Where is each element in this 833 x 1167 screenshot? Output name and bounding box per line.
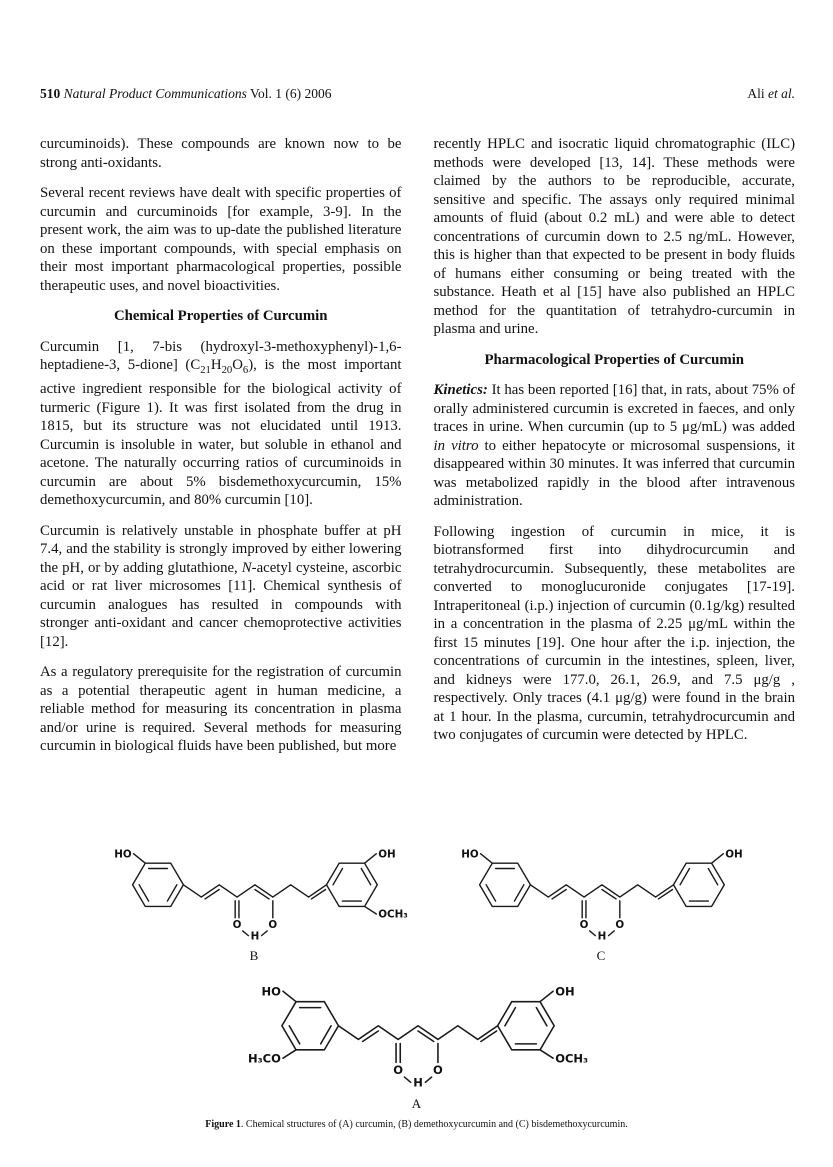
structure-c	[441, 830, 761, 963]
structure-label-c: C	[596, 948, 606, 963]
hydroxyl-label: HO	[260, 984, 281, 999]
left-column	[40, 135, 402, 756]
enol-oxygen-label: O	[432, 1062, 443, 1077]
methoxy-label: OCH₃	[554, 1051, 588, 1066]
hydroxyl-label: OH	[554, 984, 575, 999]
keto-oxygen-label: O	[579, 919, 589, 932]
enol-hydrogen-label: H	[412, 1075, 423, 1090]
hydroxyl-label: HO	[461, 848, 479, 861]
keto-oxygen-label: O	[392, 1062, 403, 1077]
structure-b-diagram	[94, 830, 414, 949]
two-column-text	[40, 135, 795, 756]
paragraph: Curcumin is relatively unstable in phosphate buffer at pH 7.4, and the stability is strongly improved by either lowering the pH, or by adding glutathione, N-acetyl cysteine, ascorbic acid or rat liver microsomes [11]. Chemical synthesis of curcumin analogues has resulted in compounds with stronger anti-oxidant and cancer chemoprotective activities [12].	[40, 522, 402, 650]
structure-a	[239, 965, 595, 1111]
enol-oxygen-label: O	[268, 919, 278, 932]
structure-b	[94, 830, 414, 963]
paragraph: Several recent reviews have dealt with specific properties of curcumin and curcuminoids [for example, 3-9]. In the present work, the aim was to up-date the published literature on these important compounds, with special emphasis on their most important pharmacological properties, possible therapeutic uses, and novel bioactivities.	[40, 185, 402, 294]
paragraph: Kinetics: It has been reported [16] that, in rats, about 75% of orally administered curcumin is excreted in faeces, and only traces in urine. When curcumin (up to 5 μg/mL) was added in vitro to either hepatocyte or microsomal suspensions, it disappeared within 30 minutes. It was inferred that curcumin was metabolized rapidly in the blood after intravenous administration.	[433, 382, 796, 509]
structure-label-b: B	[249, 948, 259, 963]
paragraph: recently HPLC and isocratic liquid chromatographic (ILC) methods were developed [13, 14]. These methods were claimed by the authors to be reproducible, accurate, sensitive and specific. The assays only required minimal amounts of fluid (about 0.2 mL) and were able to detect concentrations of curcumin down to 2.5 ng/mL. However, this is higher than that expected to be present in body fluids of humans either consuming or being treated with the substance. Heath et al [15] have also published an HPLC method for the quantitation of tetrahydro-curcumin in plasma and urine.	[433, 136, 795, 337]
hydroxyl-label: HO	[114, 848, 132, 861]
paragraph: As a regulatory prerequisite for the registration of curcumin as a potential therapeutic agent in human medicine, a reliable method for measuring its concentration in plasma and/or urine is required. Several methods for measuring curcumin in biological fluids have been published, but more	[40, 664, 402, 755]
journal-header: 510 Natural Product Communications Vol. 1 (6) 2006	[40, 86, 332, 101]
author-header: Ali et al.	[747, 86, 795, 101]
section-heading-chemical-properties: Chemical Properties of Curcumin	[113, 308, 328, 324]
hydroxyl-label: OH	[725, 848, 743, 861]
enol-hydrogen-label: H	[250, 930, 260, 943]
paragraph: Curcumin [1, 7-bis (hydroxyl-3-methoxyphenyl)-1,6-heptadiene-3, 5-dione] $(C_{21}H_{20}O_6)$, is the most important active ingredient responsible for the biological activity of turmeric (Figure 1). It was first isolated from the drug in 1815, but its structure was not elucidated until 1913. Curcumin is insoluble in water, but soluble in ethanol and acetone. The naturally occurring ratios of curcuminoids in curcumin are about 5% bisdemethoxycurcumin, 15% demethoxycurcumin, and 80% curcumin [10].	[40, 338, 402, 509]
structure-row-bc	[0, 830, 833, 963]
structure-c-diagram	[441, 830, 761, 949]
structure-label-a: A	[411, 1096, 422, 1111]
hydroxyl-label: OH	[378, 848, 396, 861]
methoxy-label: H₃CO	[247, 1051, 281, 1066]
paragraph: Following ingestion of curcumin in mice, it is biotransformed first into dihydrocurcumin and tetrahydrocurcumin. Subsequently, these metabolites are converted to monoglucuronide conjugates [17-19]. Intraperitoneal (i.p.) injection of curcumin (0.1g/kg) resulted in a concentration in the plasma of 2.25 μg/mL within the first 15 minutes [19]. One hour after the i.p. injection, the concentrations of curcumin in the intestines, spleen, liver, and kidneys were 177.0, 26.1, 26.9, and 7.5 μg/g , respectively. Only traces (4.1 μg/g) were found in the brain at 1 hour. In the plasma, curcumin, tetrahydrocurcumin and two conjugates of curcumin were detected by HPLC.	[433, 523, 795, 743]
enol-hydrogen-label: H	[597, 930, 607, 943]
section-heading-pharmacological-properties: Pharmacological Properties of Curcumin	[484, 351, 745, 368]
figure-caption: Figure 1. Chemical structures of (A) curcumin, (B) demethoxycurcumin and (C) bisdemethoxycurcumin.	[205, 1119, 628, 1130]
structure-a-diagram	[239, 965, 595, 1097]
methoxy-label: OCH₃	[378, 908, 408, 921]
running-header	[40, 86, 795, 102]
right-column	[434, 135, 796, 756]
enol-oxygen-label: O	[615, 919, 625, 932]
figure-1	[0, 830, 833, 1131]
keto-oxygen-label: O	[232, 919, 242, 932]
paragraph: curcuminoids). These compounds are known now to be strong anti-oxidants.	[40, 136, 402, 171]
